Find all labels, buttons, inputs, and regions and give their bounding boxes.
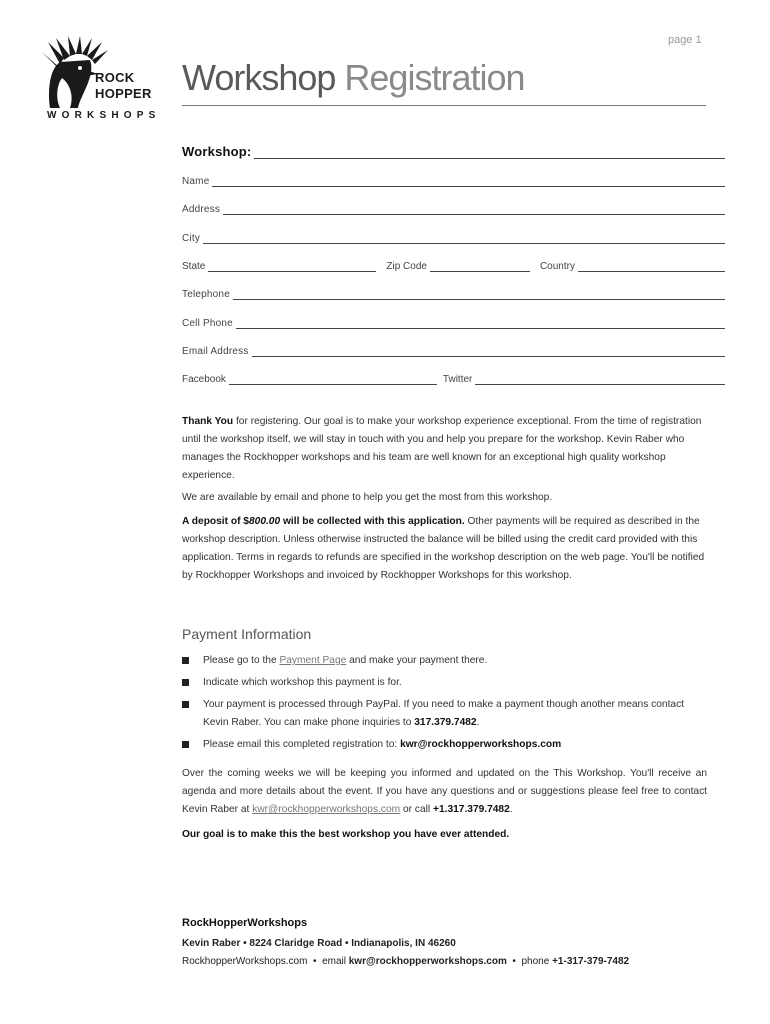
footer-company: RockHopperWorkshops (182, 917, 308, 929)
state-line[interactable] (208, 261, 376, 272)
zip-label: Zip Code (386, 261, 427, 272)
address-field[interactable] (182, 204, 725, 215)
city-field[interactable] (182, 233, 725, 244)
country-field[interactable] (540, 261, 725, 272)
state-field[interactable] (182, 261, 376, 272)
list-item: Please go to the Payment Page and make your payment there. (182, 652, 707, 670)
contact-email-link[interactable]: kwr@rockhopperworkshops.com (252, 804, 401, 815)
facebook-line[interactable] (229, 374, 437, 385)
name-line[interactable] (212, 176, 725, 187)
availability-paragraph: We are available by email and phone to help you get the most from this workshop. (182, 492, 553, 503)
list-item: Please email this completed registration to: kwr@rockhopperworkshops.com (182, 736, 707, 754)
cell-phone-label: Cell Phone (182, 318, 233, 329)
logo-text-workshops: WORKSHOPS (47, 110, 161, 121)
bullet-square-icon (182, 679, 189, 686)
payment-page-link[interactable]: Payment Page (279, 655, 347, 666)
contact-phone: +1.317.379.7482 (433, 804, 510, 815)
footer-site[interactable]: RockhopperWorkshops.com (182, 956, 308, 967)
logo-text-hopper: HOPPER (95, 86, 152, 101)
page-title: Workshop Registration (182, 57, 525, 98)
twitter-label: Twitter (442, 374, 473, 385)
state-label: State (182, 261, 206, 272)
bullet-square-icon (182, 701, 189, 708)
payment-heading: Payment Information (182, 626, 312, 642)
telephone-line[interactable] (233, 289, 725, 300)
name-field[interactable] (182, 176, 725, 187)
payment-list (182, 652, 707, 758)
bullet-square-icon (182, 657, 189, 664)
social-row (182, 374, 725, 385)
footer-phone: +1-317-379-7482 (552, 956, 630, 967)
twitter-field[interactable] (443, 374, 725, 385)
workshop-line[interactable] (254, 148, 725, 159)
workshop-label: Workshop: (182, 144, 252, 159)
bullet-square-icon (182, 741, 189, 748)
email-line[interactable] (252, 346, 725, 357)
name-label: Name (182, 176, 210, 187)
page-number: page 1 (668, 34, 702, 46)
payment-phone: 317.379.7482 (414, 717, 477, 728)
email-field[interactable] (182, 346, 725, 357)
zip-line[interactable] (430, 261, 530, 272)
footer-contact: RockhopperWorkshops.com • email kwr@rockhopperworkshops.com • phone +1-317-379-7482 (182, 956, 630, 967)
zip-field[interactable] (386, 261, 530, 272)
facebook-label: Facebook (182, 374, 226, 385)
country-label: Country (539, 261, 575, 272)
footer-email[interactable]: kwr@rockhopperworkshops.com (348, 956, 507, 967)
state-zip-country-row (182, 261, 725, 272)
footer-address: Kevin Raber • 8224 Claridge Road • Indianapolis, IN 46260 (182, 938, 456, 949)
telephone-label: Telephone (182, 289, 230, 300)
city-label: City (182, 233, 201, 244)
email-label: Email Address (182, 346, 249, 357)
logo-text-rock: ROCK (95, 70, 135, 85)
deposit-paragraph: A deposit of $800.00 will be collected with this application. Other payments will be required as described in the workshop description. Unless otherwise instructed the balance will be billed using the credit card provided with this application. Terms in regards to refunds are specified in the workshop description on the web page. You'll be notified by Rockhopper Workshops and invoiced by Rockhopper Workshops for this workshop. (182, 516, 705, 581)
thank-you-paragraph: Thank You for registering. Our goal is to make your workshop experience exceptional. From the time of registration until the workshop itself, we will stay in touch with you and help you prepare for the workshop. Kevin Raber who manages the Rockhopper workshops and his team are well known for an exceptional high quality workshop experience. (182, 416, 702, 481)
twitter-line[interactable] (475, 374, 725, 385)
address-line[interactable] (223, 204, 725, 215)
country-line[interactable] (578, 261, 725, 272)
workshop-field[interactable] (182, 144, 725, 159)
list-item: Indicate which workshop this payment is for. (182, 674, 707, 692)
list-item: Your payment is processed through PayPal. If you need to make a payment though another means contact Kevin Raber. You can make phone inquiries to 317.379.7482. (182, 696, 707, 732)
registration-email: kwr@rockhopperworkshops.com (400, 739, 562, 750)
cell-phone-line[interactable] (236, 318, 725, 329)
address-label: Address (182, 204, 221, 215)
goal-statement: Our goal is to make this the best workshop you have ever attended. (182, 829, 510, 840)
city-line[interactable] (203, 233, 725, 244)
title-divider (182, 105, 706, 106)
cell-phone-field[interactable] (182, 318, 725, 329)
telephone-field[interactable] (182, 289, 725, 300)
facebook-field[interactable] (182, 374, 437, 385)
closing-paragraph: Over the coming weeks we will be keeping you informed and updated on the This Workshop. You'll receive an agenda and more details about the event. If you have any questions and or suggestions please feel free to contact Kevin Raber at kwr@rockhopperworkshops.com or call +1.317.379.7482. (182, 768, 707, 815)
